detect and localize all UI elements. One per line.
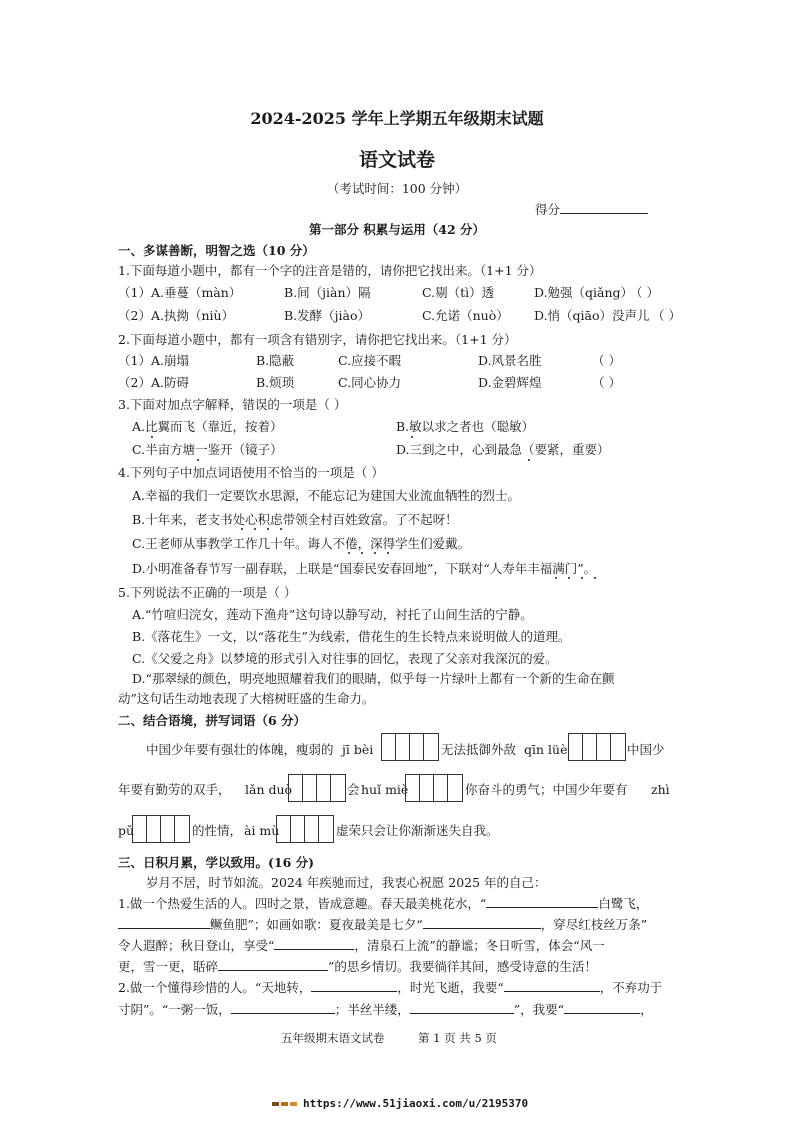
answer-grid-ai-mu[interactable] <box>276 815 334 843</box>
answer-grid-qin-lue[interactable] <box>568 733 626 761</box>
q1-2-a: （2）A.执拗（niù） <box>118 308 235 323</box>
fill-blank[interactable] <box>118 915 210 929</box>
sec3-p1-line2-a: 鳜鱼肥”；如画如歌：夏夜最美是七夕“ <box>210 917 423 932</box>
sec3-p1-line1-a: 1.做一个热爱生活的人。四时之景，皆成意趣。春天最美桃花水，“ <box>118 896 487 911</box>
sec3-p1-line1 <box>118 894 648 912</box>
sec3-p1-line3-a: 令人遐醉；秋日登山，享受“ <box>118 938 275 953</box>
q2-stem: 2.下面每道小题中，都有一项含有错别字，请你把它找出来。（1+1 分） <box>118 332 517 347</box>
q5-option-d-line1: D.“那翠绿的颜色，明亮地照耀着我们的眼睛，似乎每一片绿叶上都有一个新的生命在颤 <box>132 671 615 686</box>
section-three-title: 三、日积月累，学以致用。(16 分) <box>118 855 315 870</box>
q3-option-a: A.比翼而飞（靠近，按着） <box>132 419 283 434</box>
pinyin-hui-mie: huǐ miè <box>361 782 409 797</box>
q4-stem: 4.下列句子中加点词语使用不恰当的一项是（ ） <box>118 465 384 480</box>
sec3-p2-line2-b: ；半丝半缕， <box>334 1002 410 1017</box>
q5-stem: 5.下列说法不正确的一项是（ ） <box>118 585 297 600</box>
sec2-line2-a: 年要有勤劳的双手， <box>118 782 231 797</box>
emphasis-dot <box>528 459 530 461</box>
sec3-p2-line1-a: 2.做一个懂得珍惜的人。“天地转， <box>118 980 312 995</box>
sec3-p1-line4-a: 更，雪一更，聒碎 <box>118 959 219 974</box>
fill-blank[interactable] <box>564 1000 640 1014</box>
pinyin-pu: pǔ <box>118 823 135 838</box>
sec3-p1-line2 <box>118 915 647 933</box>
sec3-p2-line2-a: 寸阴”。“一粥一饭， <box>118 1002 231 1017</box>
q1-2-c: C.允诺（nuò） <box>422 308 509 323</box>
sec3-p2-line2-c: ”，我要“ <box>513 1002 565 1017</box>
footer-paper-label: 五年级期末语文试卷 <box>281 1031 385 1045</box>
q2-1-c: C.应接不暇 <box>338 353 402 368</box>
q3-option-d: D.三到之中，心到最急（要紧，重要） <box>396 442 610 457</box>
sec2-line1-c: 中国少 <box>627 742 665 757</box>
sec3-p1-line4 <box>118 957 597 975</box>
watermark-logo-icon <box>272 1100 298 1108</box>
emphasis-dot <box>361 552 363 554</box>
emphasis-dot <box>568 577 570 579</box>
emphasis-dot <box>241 528 243 530</box>
score-blank[interactable] <box>560 200 648 214</box>
sec3-p2-line1 <box>118 978 662 996</box>
fill-blank[interactable] <box>486 894 598 908</box>
sec3-p2-line1-c: ，不弃功于 <box>599 980 663 995</box>
q1-2-d: D.悄（qiāo）没声儿 <box>534 308 650 323</box>
footer-page-number: 第 1 页 共 5 页 <box>418 1031 497 1045</box>
answer-grid-zhi-pu[interactable] <box>132 815 190 843</box>
pinyin-ai-mu: ài mù <box>244 823 280 838</box>
pinyin-zhi: zhì <box>651 782 670 797</box>
fill-blank[interactable] <box>274 936 354 950</box>
pinyin-qin-lue: qīn lüè <box>524 742 568 757</box>
q4-option-c: C.王老师从事教学工作几十年。诲人不倦，深得学生们爱戴。 <box>132 536 471 551</box>
paper-subtitle: 语文试卷 <box>358 149 435 171</box>
q1-1-b: B.间（jiàn）隔 <box>284 285 371 300</box>
section-two-title: 二、结合语境，拼写词语（6 分） <box>118 713 307 728</box>
q2-2-b: B.烦琐 <box>256 375 295 390</box>
exam-title: 2024-2025 学年上学期五年级期末试题 <box>250 109 544 128</box>
q1-1-a: （1）A.垂蔓（màn） <box>118 285 242 300</box>
q2-1-answer[interactable]: （ ） <box>592 353 621 368</box>
sec3-p2-line2-d: ， <box>640 1002 653 1017</box>
q3-option-c: C.半亩方塘一鉴开（镜子） <box>132 442 283 457</box>
section-one-title: 一、多谋善断，明智之选（10 分） <box>118 243 315 258</box>
q1-1-c: C.剔（tì）透 <box>422 285 495 300</box>
fill-blank[interactable] <box>423 915 541 929</box>
score-label <box>535 200 648 218</box>
emphasis-dot <box>387 552 389 554</box>
q4-option-d: D.小明准备春节写一副春联，上联是“国泰民安春回地”，下联对“人寿年丰福满门”。 <box>132 561 597 576</box>
q2-2-c: C.同心协力 <box>338 375 402 390</box>
sec2-line3-a: 的性情， <box>192 823 243 838</box>
fill-blank[interactable] <box>504 978 600 992</box>
sec3-p1-line3-b: ，清泉石上流”的静谧；冬日听雪，体会“风一 <box>354 938 605 953</box>
q2-2-answer[interactable]: （ ） <box>592 375 621 390</box>
pinyin-ji-bei: jī bèi <box>342 742 374 757</box>
emphasis-dot <box>581 577 583 579</box>
score-label-text: 得分 <box>535 202 561 217</box>
emphasis-dot <box>197 459 199 461</box>
q3-stem: 3.下面对加点字解释，错误的一项是（ ） <box>118 397 347 412</box>
answer-grid-hui-mie[interactable] <box>405 774 463 802</box>
sec3-p1-line4-b: ”的思乡情切。我要徜徉其间，感受诗意的生活！ <box>328 959 597 974</box>
q5-option-c: C.《父爱之舟》以梦境的形式引入对往事的回忆，表现了父亲对我深沉的爱。 <box>132 651 558 666</box>
emphasis-dot <box>348 552 350 554</box>
sec2-line2-c: 你奋斗的勇气；中国少年要有 <box>465 782 628 797</box>
emphasis-dot <box>254 528 256 530</box>
part-one-heading: 第一部分 积累与运用（42 分） <box>308 222 486 237</box>
q2-1-b: B.隐蔽 <box>256 353 295 368</box>
fill-blank[interactable] <box>311 978 397 992</box>
sec3-p1-line3 <box>118 936 605 954</box>
emphasis-dot <box>267 528 269 530</box>
sec2-line1-a: 中国少年要有强壮的体魄，瘦弱的 <box>146 742 334 757</box>
q1-1-d: D.勉强（qiǎng） <box>534 285 634 300</box>
sec2-line3-b: 虚荣只会让你渐渐迷失自我。 <box>336 823 499 838</box>
fill-blank[interactable] <box>218 957 328 971</box>
sec3-p1-line2-b: ，穿尽红枝丝万条” <box>540 917 648 932</box>
emphasis-dot <box>151 436 153 438</box>
exam-time: （考试时间：100 分钟） <box>326 181 468 196</box>
sec3-p2-line1-b: ，时光飞逝，我要“ <box>397 980 504 995</box>
q2-2-d: D.金碧辉煌 <box>478 375 542 390</box>
emphasis-dot <box>411 436 413 438</box>
emphasis-dot <box>280 528 282 530</box>
sec3-p2-line2 <box>118 1000 653 1018</box>
q5-option-d-line2: 动”这句话生动地表现了大榕树旺盛的生命力。 <box>118 691 375 706</box>
answer-grid-lan-duo[interactable] <box>288 774 346 802</box>
answer-grid-ji-bei[interactable] <box>381 733 439 761</box>
q2-2-a: （2）A.防碍 <box>118 375 189 390</box>
watermark-link[interactable] <box>272 1097 528 1110</box>
q1-2-answer[interactable]: （ ） <box>652 308 681 323</box>
q3-option-b: B.敏以求之者也（聪敏） <box>396 419 535 434</box>
fill-blank[interactable] <box>410 1000 514 1014</box>
emphasis-dot <box>555 577 557 579</box>
emphasis-dot <box>594 577 596 579</box>
sec3-intro: 岁月不居，时节如流。2024 年疾驰而过，我衷心祝愿 2025 年的自己： <box>146 875 547 890</box>
q4-option-a: A.幸福的我们一定要饮水思源，不能忘记为建国大业流血牺牲的烈士。 <box>132 488 521 503</box>
sec2-line2-b: 会 <box>347 782 360 797</box>
sec3-p1-line1-b: 白鹭飞， <box>598 896 649 911</box>
q4-option-b: B.十年来，老支书处心积虑带领全村百姓致富。了不起呀！ <box>132 512 458 527</box>
q1-stem: 1.下面每道小题中，都有一个字的注音是错的，请你把它找出来。（1+1 分） <box>118 263 542 278</box>
q2-1-a: （1）A.崩塌 <box>118 353 189 368</box>
q2-1-d: D.风景名胜 <box>478 353 542 368</box>
sec2-line1-b: 无法抵御外敌 <box>441 742 517 757</box>
pinyin-lan-duo: lǎn duò <box>245 782 293 797</box>
q1-2-b: B.发酵（jiào） <box>284 308 371 323</box>
fill-blank[interactable] <box>231 1000 335 1014</box>
emphasis-dot <box>374 552 376 554</box>
q1-1-answer[interactable]: （ ） <box>630 285 659 300</box>
q5-option-b: B.《落花生》一文，以“落花生”为线索，借花生的生长特点来说明做人的道理。 <box>132 629 571 644</box>
q5-option-a: A.“竹喧归浣女，莲动下渔舟”这句诗以静写动，衬托了山间生活的宁静。 <box>132 607 533 622</box>
watermark-url[interactable]: https://www.51jiaoxi.com/u/2195370 <box>303 1097 529 1110</box>
